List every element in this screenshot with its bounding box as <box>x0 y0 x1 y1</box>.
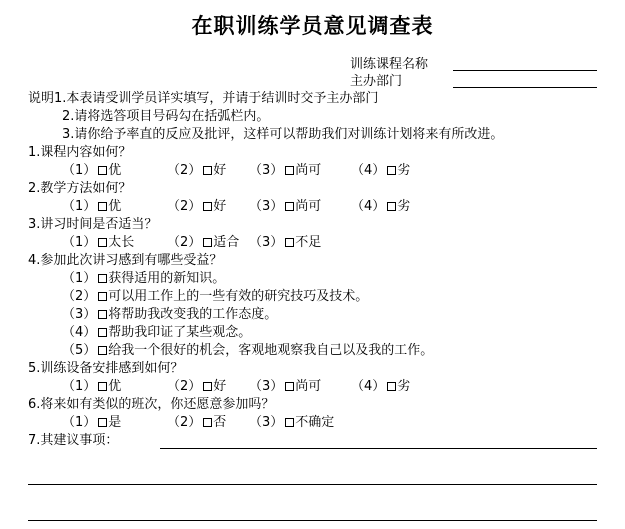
checkbox[interactable] <box>98 166 107 175</box>
option[interactable] <box>167 234 249 252</box>
checkbox[interactable] <box>285 166 294 175</box>
question-4-option-3[interactable] <box>62 306 277 324</box>
option-label: 不足 <box>295 235 322 250</box>
option-number: （5） <box>62 343 97 358</box>
option-number: （4） <box>351 379 386 394</box>
option-label: 优 <box>108 163 122 178</box>
form-title: 在职训练学员意见调查表 <box>191 13 434 38</box>
question-1-options <box>62 162 410 180</box>
checkbox[interactable] <box>285 238 294 247</box>
checkbox[interactable] <box>203 238 212 247</box>
option[interactable] <box>167 378 249 396</box>
option-label: 劣 <box>397 379 411 394</box>
option-number: （2） <box>167 415 202 430</box>
question-3-options <box>62 234 321 252</box>
option-number: （2） <box>167 199 202 214</box>
checkbox[interactable] <box>98 274 107 283</box>
option-number: （2） <box>167 379 202 394</box>
checkbox[interactable] <box>387 382 396 391</box>
option-number: （1） <box>62 163 97 178</box>
option-number: （4） <box>351 199 386 214</box>
option-number: （4） <box>62 325 97 340</box>
suggestion-line-2[interactable] <box>28 484 597 485</box>
question-3: 3.讲习时间是否适当？ <box>28 217 158 232</box>
course-name-field[interactable] <box>453 70 597 71</box>
option[interactable] <box>62 234 167 252</box>
option-number: （2） <box>62 289 97 304</box>
course-name-label: 训练课程名称 <box>350 57 429 72</box>
checkbox[interactable] <box>285 202 294 211</box>
suggestion-label: 7.其建议事项： <box>28 433 119 448</box>
checkbox[interactable] <box>98 346 107 355</box>
option[interactable] <box>167 198 249 216</box>
option-label: 劣 <box>397 163 411 178</box>
question-4-option-5[interactable] <box>62 342 433 360</box>
checkbox[interactable] <box>98 328 107 337</box>
option[interactable] <box>62 198 167 216</box>
option-number: （3） <box>249 199 284 214</box>
checkbox[interactable] <box>203 418 212 427</box>
option-number: （2） <box>167 163 202 178</box>
option-label: 给我一个很好的机会，客观地观察我自己以及我的工作。 <box>108 343 434 358</box>
checkbox[interactable] <box>203 202 212 211</box>
question-4-option-4[interactable] <box>62 324 251 342</box>
question-4: 4.参加此次讲习感到有哪些受益？ <box>28 253 223 268</box>
question-5-options <box>62 378 410 396</box>
option-number: （3） <box>249 235 284 250</box>
option-label: 不确定 <box>295 415 335 430</box>
option-number: （3） <box>249 379 284 394</box>
question-2-options <box>62 198 410 216</box>
option-label: 将帮助我改变我的工作态度。 <box>108 307 278 322</box>
question-4-option-1[interactable] <box>62 270 225 288</box>
organizer-label: 主办部门 <box>350 74 403 89</box>
option-label: 适合 <box>213 235 240 250</box>
option-label: 尚可 <box>295 379 322 394</box>
question-6-options <box>62 414 334 432</box>
option[interactable] <box>351 378 410 396</box>
checkbox[interactable] <box>98 292 107 301</box>
option-number: （2） <box>167 235 202 250</box>
option-number: （3） <box>249 163 284 178</box>
option-label: 好 <box>213 199 227 214</box>
option-number: （1） <box>62 199 97 214</box>
checkbox[interactable] <box>285 418 294 427</box>
option[interactable] <box>167 162 249 180</box>
organizer-field[interactable] <box>453 87 597 88</box>
question-4-option-2[interactable] <box>62 288 368 306</box>
option[interactable] <box>351 162 410 180</box>
checkbox[interactable] <box>98 310 107 319</box>
checkbox[interactable] <box>98 238 107 247</box>
checkbox[interactable] <box>387 202 396 211</box>
option-label: 尚可 <box>295 199 322 214</box>
option-label: 是 <box>108 415 122 430</box>
option-number: （4） <box>351 163 386 178</box>
instruction-1: 说明1.本表请受训学员详实填写，并请于结训时交予主办部门 <box>28 91 379 106</box>
instruction-3: 3.请你给予率直的反应及批评，这样可以帮助我们对训练计划将来有所改进。 <box>62 127 504 142</box>
option-number: （3） <box>62 307 97 322</box>
option-number: （1） <box>62 379 97 394</box>
checkbox[interactable] <box>285 382 294 391</box>
option-number: （1） <box>62 415 97 430</box>
option-label: 获得适用的新知识。 <box>108 271 226 286</box>
option-number: （3） <box>249 415 284 430</box>
option[interactable] <box>62 378 167 396</box>
option-label: 优 <box>108 379 122 394</box>
checkbox[interactable] <box>203 382 212 391</box>
option-label: 可以用工作上的一些有效的研究技巧及技术。 <box>108 289 369 304</box>
option[interactable] <box>249 378 351 396</box>
option-label: 劣 <box>397 199 411 214</box>
option[interactable] <box>249 234 321 252</box>
suggestion-line-3[interactable] <box>28 520 597 521</box>
question-1: 1.课程内容如何？ <box>28 145 132 160</box>
option[interactable] <box>167 414 249 432</box>
instruction-2: 2.请将选答项目号码勾在括弧栏内。 <box>62 109 270 124</box>
option-label: 好 <box>213 379 227 394</box>
checkbox[interactable] <box>387 166 396 175</box>
option[interactable] <box>249 414 334 432</box>
question-2: 2.教学方法如何？ <box>28 181 132 196</box>
checkbox[interactable] <box>98 202 107 211</box>
option-number: （1） <box>62 235 97 250</box>
question-6: 6.将来如有类似的班次，你还愿意参加吗？ <box>28 397 275 412</box>
option[interactable] <box>62 414 167 432</box>
option[interactable] <box>351 198 410 216</box>
suggestion-line-1[interactable] <box>160 448 597 449</box>
option-label: 尚可 <box>295 163 322 178</box>
option-label: 帮助我印证了某些观念。 <box>108 325 252 340</box>
checkbox[interactable] <box>98 418 107 427</box>
option-label: 优 <box>108 199 122 214</box>
option-number: （1） <box>62 271 97 286</box>
question-5: 5.训练设备安排感到如何？ <box>28 361 184 376</box>
option[interactable] <box>249 162 351 180</box>
option-label: 太长 <box>108 235 135 250</box>
option-label: 否 <box>213 415 227 430</box>
checkbox[interactable] <box>203 166 212 175</box>
checkbox[interactable] <box>98 382 107 391</box>
option[interactable] <box>249 198 351 216</box>
option-label: 好 <box>213 163 227 178</box>
option[interactable] <box>62 162 167 180</box>
